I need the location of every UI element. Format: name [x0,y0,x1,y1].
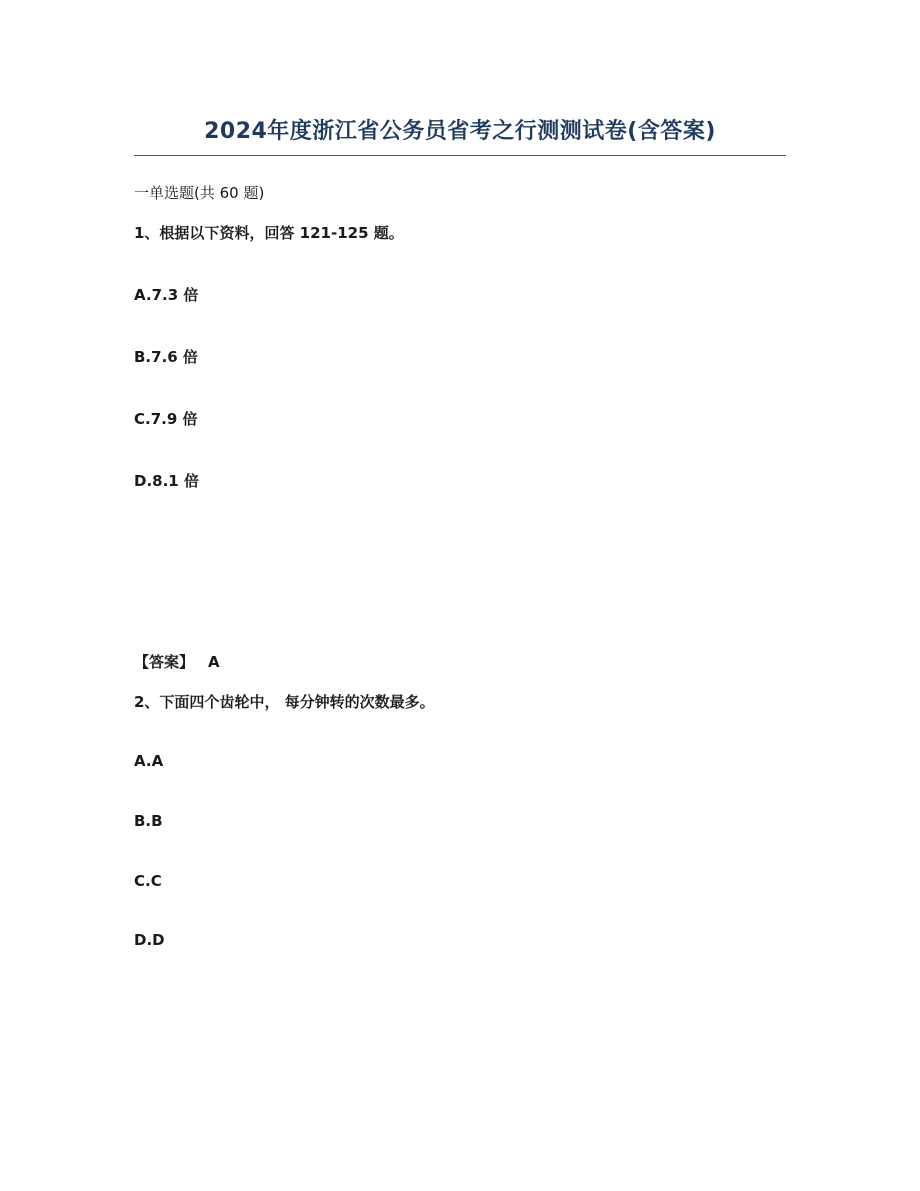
document-title: 2024年度浙江省公务员省考之行测测试卷(含答案) [204,119,716,144]
question-2-option-a: A.A [134,752,164,770]
question-1-stem: 1、根据以下资料，回答 121-125 题。 [134,224,404,242]
question-1-option-c: C.7.9 倍 [134,410,198,428]
answer-value: A [208,653,220,671]
answer-label: 【答案】 [134,653,195,671]
question-2-option-d: D.D [134,931,165,949]
question-1-answer [134,651,220,672]
question-1-option-d: D.8.1 倍 [134,472,199,490]
question-2-option-b: B.B [134,812,163,830]
question-2-stem: 2、下面四个齿轮中， 每分钟转的次数最多。 [134,693,435,711]
question-1-option-b: B.7.6 倍 [134,348,198,366]
question-2-option-c: C.C [134,872,162,890]
title-divider [134,155,786,156]
section-heading: 一单选题(共 60 题) [134,184,265,202]
question-1-option-a: A.7.3 倍 [134,286,199,304]
